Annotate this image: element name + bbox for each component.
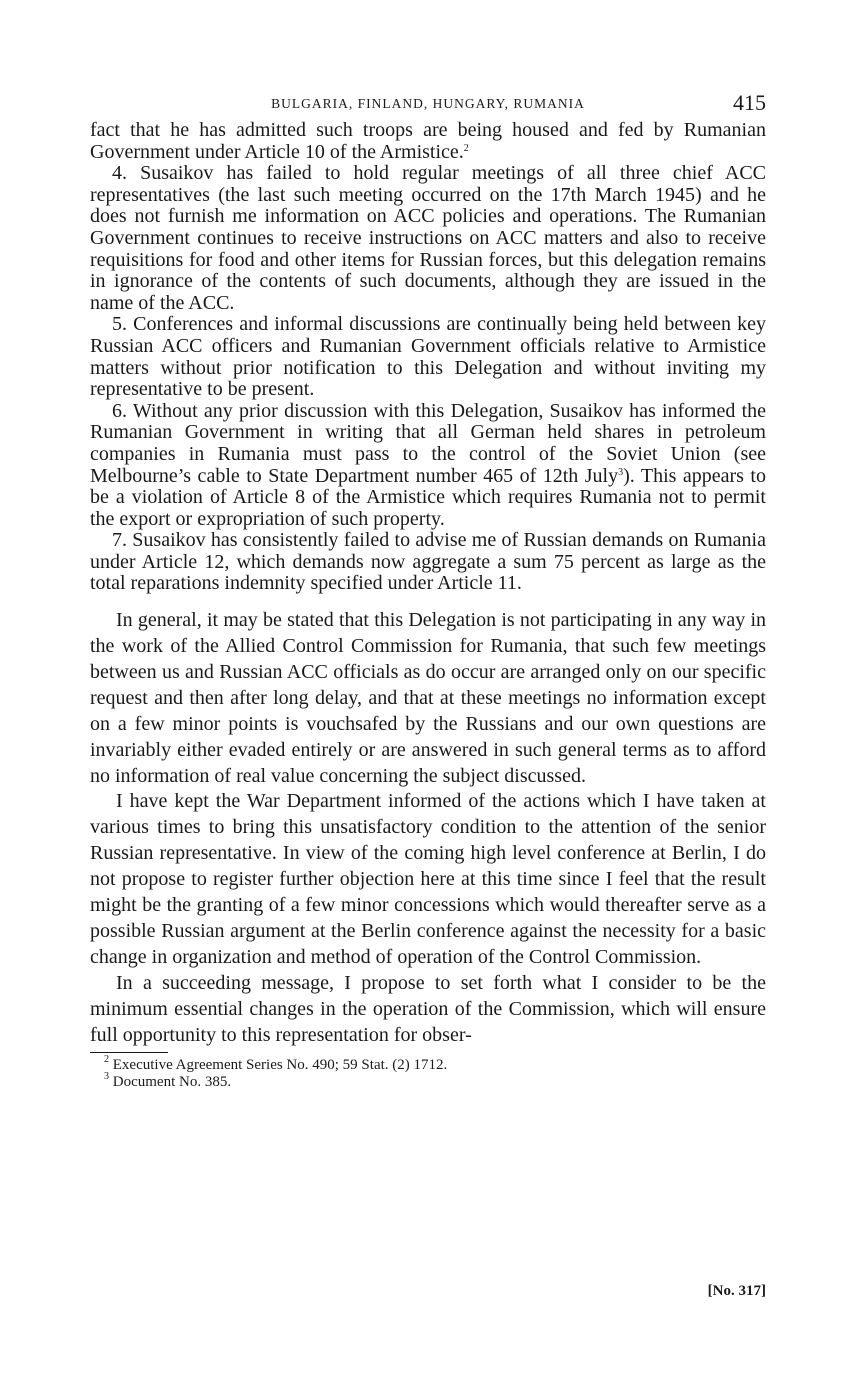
footnote-mark: 2 xyxy=(104,1054,109,1066)
numbered-section xyxy=(90,120,766,595)
item-6-text-after: ). This appears to be a violation of Article 8 of the Armistice which requires Rumania not to permit the export or expropriation of such property. xyxy=(90,464,766,530)
body-paragraph-3: In a succeeding message, I propose to set forth what I consider to be the minimum essential changes in the operation of the Commission, which will ensure full opportunity to this representation for obser- xyxy=(90,971,766,1046)
body-text xyxy=(90,608,766,1048)
footnote-3 xyxy=(90,1071,766,1091)
running-title: BULGARIA, FINLAND, HUNGARY, RUMANIA xyxy=(271,96,585,111)
item-6-text-before: 6. Without any prior discussion with this Delegation, Susaikov has informed the Rumanian Government in writing that all German held shares in petroleum companies in Rumania must pass to the control of the Soviet Union (see Melbourne’s cable to State Department number 465 of 12th July xyxy=(90,399,766,487)
footnote-mark: 3 xyxy=(104,1071,109,1083)
continuation-text: fact that he has admitted such troops are being housed and fed by Rumanian Government under Article 10 of the Armistice. xyxy=(90,119,766,163)
footnote-ref-3: 3 xyxy=(618,466,624,478)
footnote-divider xyxy=(90,1052,168,1053)
footnote-ref-2: 2 xyxy=(463,142,469,154)
document-page xyxy=(90,88,766,1299)
body-paragraph-1: In general, it may be stated that this Delegation is not participating in any way in the work of the Allied Control Commission for Rumania, that such few meetings between us and Russian ACC officials as do occur are arranged only on our specific request and then after long delay, and that at these meetings no information except on a few minor points is vouchsafed by the Russians and our own questions are invariably either evaded entirely or are answered in such general terms as to afford no information of real value concerning the subject discussed. xyxy=(90,609,766,787)
running-header xyxy=(90,88,766,120)
numbered-item-4: 4. Susaikov has failed to hold regular meetings of all three chief ACC representatives (the last such meeting occurred on the 17th March 1945) and he does not furnish me information on ACC policies and operations. The Rumanian Government continues to receive instructions on ACC matters and also to receive requisitions for food and other items for Russian forces, but this delegation remains in ignorance of the contents of such documents, although they are issued in the name of the ACC. xyxy=(90,162,766,314)
body-paragraph-2: I have kept the War Department informed of the actions which I have taken at various times to bring this unsatisfactory condition to the attention of the senior Russian representative. In view of the coming high level conference at Berlin, I do not propose to register further objection here at this time since I feel that the result might be the granting of a few minor concessions which would thereafter serve as a possible Russian argument at the Berlin conference against the necessity for a basic change in organization and method of operation of the Control Commission. xyxy=(90,790,766,968)
footnote-2 xyxy=(90,1054,766,1074)
footnotes xyxy=(90,1054,766,1091)
numbered-item-5: 5. Conferences and informal discussions are continually being held between key Russian ACC officers and Rumanian Government officials relative to Armistice matters without prior notification to this Delegation and without inviting my representative to be present. xyxy=(90,313,766,401)
footnote-text: Document No. 385. xyxy=(112,1074,232,1091)
page-number: 415 xyxy=(733,90,766,115)
document-reference: [No. 317] xyxy=(707,1283,766,1299)
continuation-paragraph xyxy=(90,120,766,163)
numbered-item-7: 7. Susaikov has consistently failed to advise me of Russian demands on Rumania under Article 12, which demands now aggregate a sum 75 percent as large as the total reparations indemnity specified under Article 11. xyxy=(90,529,766,595)
footnote-text: Executive Agreement Series No. 490; 59 Stat. (2) 1712. xyxy=(112,1057,448,1074)
numbered-item-6 xyxy=(90,401,766,531)
